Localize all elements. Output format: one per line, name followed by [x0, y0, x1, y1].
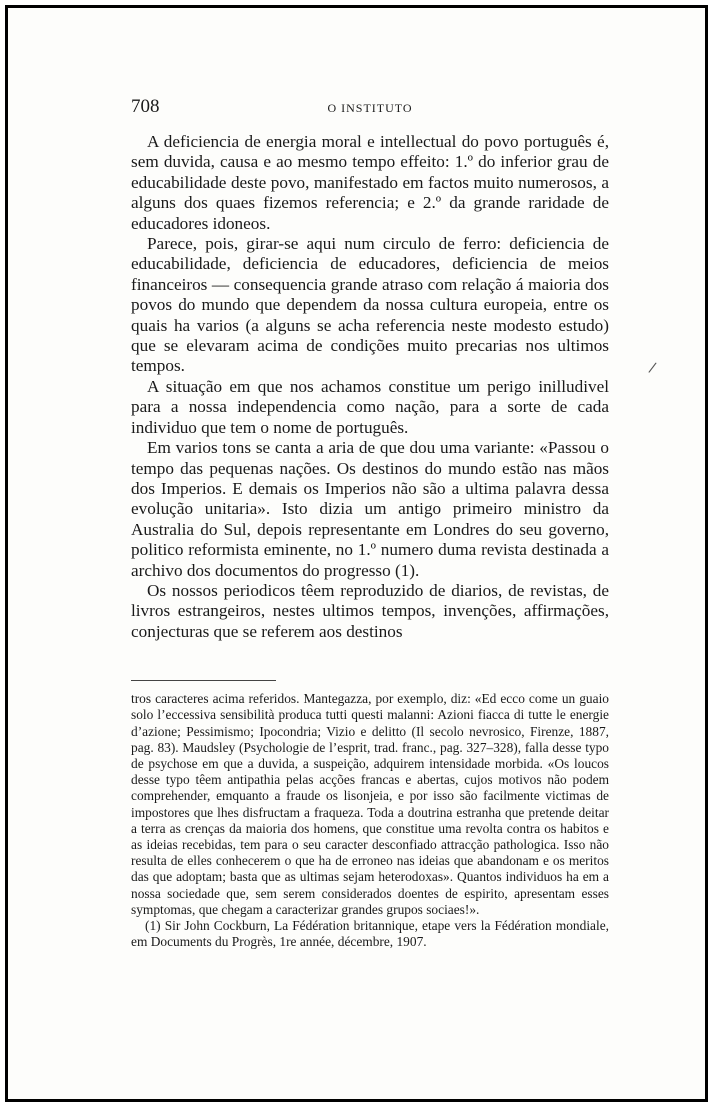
body-paragraph-2: Parece, pois, girar-se aqui num circulo de ferro: deficiencia de educabilidade, deficiencia de educadores, deficiencia de meios financeiros — consequencia grande atraso com relação á maioria dos povos do mundo que dependem da nossa cultura europeia, entre os quais ha varios (a alguns se acha referencia neste modesto estudo) que se elevaram acima de condições muito precarias nos ultimos tempos. — [131, 234, 609, 376]
footnote-continuation: tros caracteres acima referidos. Mantegazza, por exemplo, diz: «Ed ecco come un guaio solo l’eccessiva sensibilità produca tutti questi malanni: Azioni fiacca di tutte le energie d’azione; Pessimismo; Ipocondria; Vizio e delitto (Il secolo nevrosico, Firenze, 1887, pag. 83). Maudsley (Psychologie de l’esprit, trad. franc., pag. 327–328), falla desse typo de psychose em que a duvida, a suspeição, adquirem intensidade morbida. «Os loucos desse typo têem antipathia pelas acções francas e abertas, cujos motivos não podem comprehender, emquanto a fraude os lisonjeia, e por isso são facilmente victimas de impostores que lhes disfructam a fraqueza. Toda a doutrina estranha que pretende deitar a terra as crenças da maioria dos homens, que constitue uma revolta contra os habitos e as ideias recebidas, tem para o seu caracter desconfiado attracção pathologica. Isso não resulta de elles conhecerem o que ha de erroneo nas ideias que abandonam e os meritos das que adoptam; basta que as ultimas sejam heterodoxas». Quantos individuos ha em a nossa sociedade que, sem serem considerados doentes de espirito, apresentam esses symptomas, que chegam a caracterizar grandes grupos sociaes!». — [131, 691, 609, 917]
page-header — [131, 96, 609, 124]
body-paragraph-4: Em varios tons se canta a aria de que dou uma variante: «Passou o tempo das pequenas nações. Os destinos do mundo estão nas mãos dos Imperios. E demais os Imperios não são a ultima palavra dessa evolução unitaria». Isto dizia um antigo primeiro ministro da Australia do Sul, depois representante em Londres do seu governo, politico reformista eminente, no 1.º numero duma revista destinada a archivo dos documentos do progresso (1). — [131, 438, 609, 580]
book-page — [131, 96, 609, 950]
running-title: O INSTITUTO — [327, 101, 413, 115]
footnotes — [131, 691, 609, 950]
body-paragraph-5: Os nossos periodicos têem reproduzido de diarios, de revistas, de livros estrangeiros, nestes ultimos tempos, invenções, affirmações, conjecturas que se referem aos destinos — [131, 580, 609, 641]
body-text — [131, 132, 609, 642]
body-paragraph-3: A situação em que nos achamos constitue um perigo inilludivel para a nossa independencia como nação, para a sorte de cada individuo que tem o nome de português. — [131, 376, 609, 437]
body-paragraph-1: A deficiencia de energia moral e intellectual do povo português é, sem duvida, causa e ao mesmo tempo effeito: 1.º do inferior grau de educabilidade deste povo, manifestado em factos muito numerosos, a alguns dos quaes fizemos referencia; e 2.º da grande raridade de educadores idoneos. — [131, 132, 609, 233]
footnote-divider — [131, 680, 276, 681]
margin-mark: / — [647, 359, 658, 377]
footnote-1: (1) Sir John Cockburn, La Fédération britannique, etape vers la Fédération mondiale, em Documents du Progrès, 1re année, décembre, 1907. — [131, 918, 609, 950]
page-number: 708 — [131, 96, 160, 117]
